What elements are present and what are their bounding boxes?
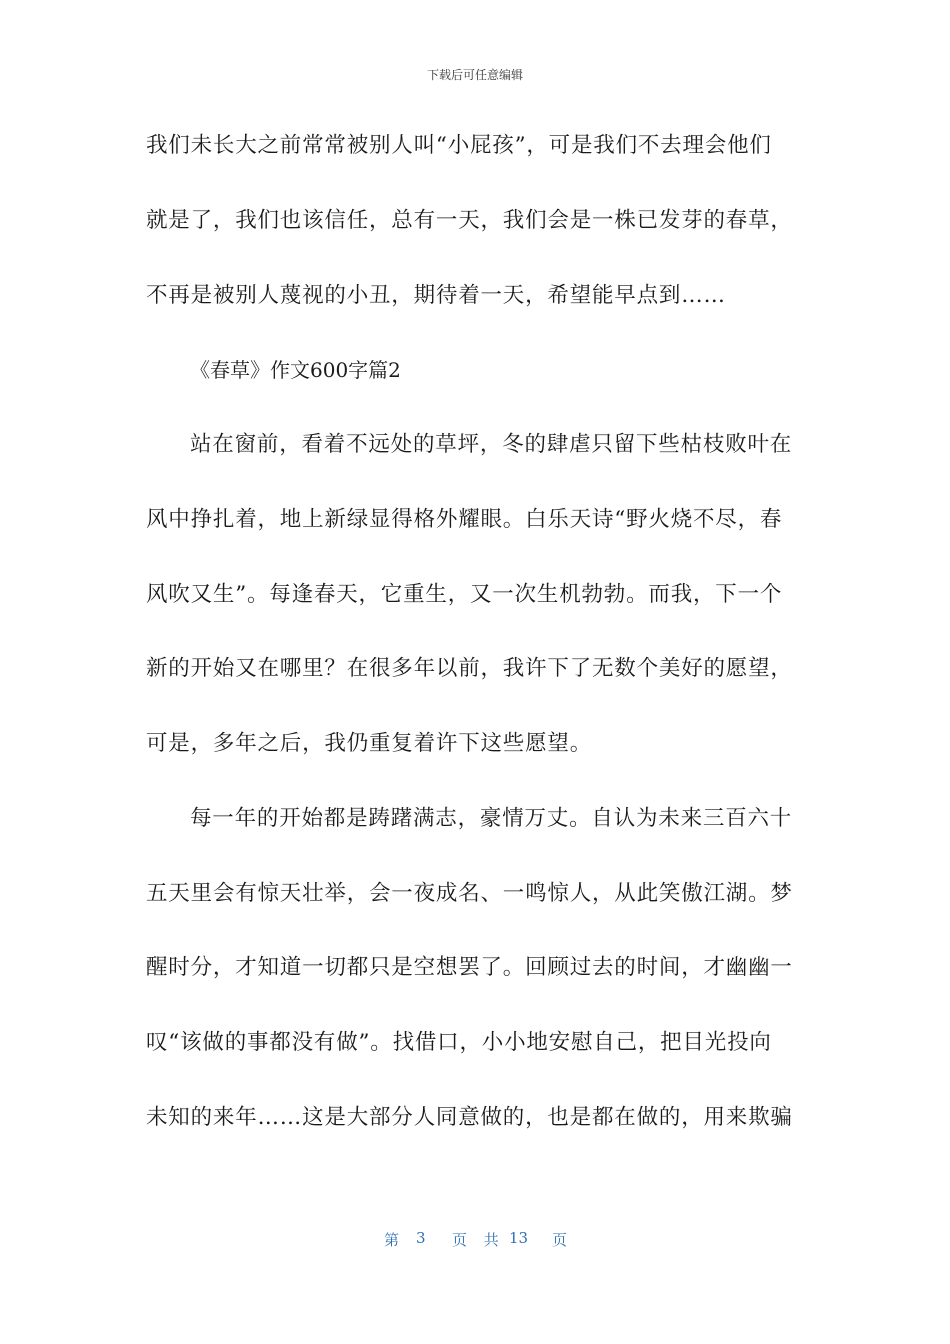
text-line: 五天里会有惊天壮举，会一夜成名、一鸣惊人，从此笑傲江湖。梦	[146, 881, 793, 906]
text-line: 风中挣扎着，地上新绿显得格外耀眼。白乐天诗“野火烧不尽，春	[146, 507, 783, 532]
footer-prefix: 第	[384, 1231, 400, 1249]
text-line: 不再是被别人蔑视的小丑，期待着一天，希望能早点到……	[146, 283, 726, 308]
text-line: 新的开始又在哪里？在很多年以前，我许下了无数个美好的愿望，	[146, 656, 793, 681]
current-page-number: 3	[416, 1229, 426, 1247]
text-line: 醒时分，才知道一切都只是空想罢了。回顾过去的时间，才幽幽一	[146, 955, 793, 980]
text-line: 就是了，我们也该信任，总有一天，我们会是一株已发芽的春草，	[146, 208, 793, 233]
text-line: 可是，多年之后，我仍重复着许下这些愿望。	[146, 731, 593, 756]
text-line: 风吹又生”。每逢春天，它重生，又一次生机勃勃。而我，下一个	[146, 582, 783, 607]
text-line: 叹“该做的事都没有做”。找借口，小小地安慰自己，把目光投向	[146, 1030, 772, 1055]
footer-suffix: 页	[552, 1231, 568, 1249]
footer-middle: 页 共	[452, 1231, 505, 1249]
text-line: 每一年的开始都是踌躇满志，豪情万丈。自认为未来三百六十	[190, 806, 793, 831]
text-line: 未知的来年……这是大部分人同意做的，也是都在做的，用来欺骗	[146, 1105, 793, 1130]
text-line: 我们未长大之前常常被别人叫“小屁孩”，可是我们不去理会他们	[146, 133, 772, 158]
total-page-count: 13	[509, 1229, 529, 1247]
page-header: 下载后可任意编辑	[426, 68, 523, 82]
section-heading: 《春草》作文600字篇2	[190, 358, 401, 382]
text-line: 站在窗前，看着不远处的草坪，冬的肆虐只留下些枯枝败叶在	[190, 432, 793, 457]
